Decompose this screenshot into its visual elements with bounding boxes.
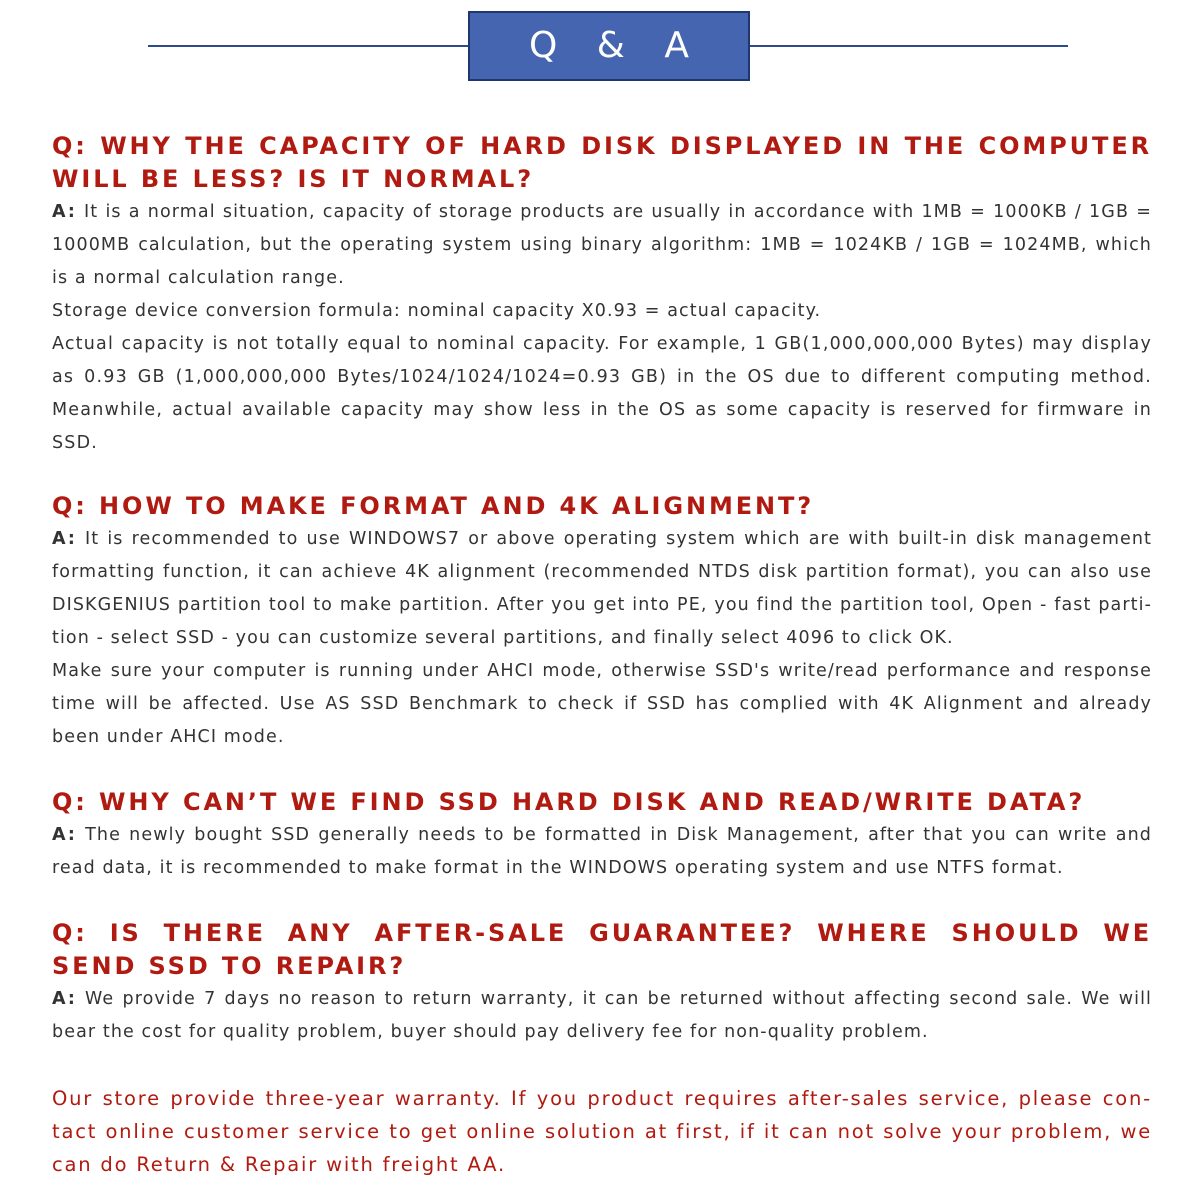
answer-prefix: A: — [52, 825, 77, 845]
answer-text: It is a normal situation, capacity of storage products are usually in accordance with 1MB = 1000KB / 1GB = 1000MB calculation, but the operating system using binary algorithm: 1MB = 1024KB / 1GB = 1024MB, which is a normal calculation range. — [52, 202, 1152, 288]
page-title: Q & A — [468, 11, 750, 81]
faq-item-format-alignment — [52, 490, 1152, 754]
faq-answer-paragraph: Make sure your computer is running under AHCI mode, otherwise SSD's write/read performance and response time will be affected. Use AS SSD Benchmark to check if SSD has complied with 4K Alignment and already been under AHCI mode. — [52, 661, 1152, 747]
answer-prefix: A: — [52, 202, 77, 222]
warranty-notice: Our store provide three-year warranty. If you product requires after-sales service, please con-tact online customer service to get online solution at first, if it can not solve your problem, we can do Return & Repair with freight AA. — [52, 1087, 1152, 1176]
answer-text: We provide 7 days no reason to return warranty, it can be returned without affecting second sale. We will bear the cost for quality problem, buyer should pay delivery fee for non-quality problem. — [52, 989, 1152, 1042]
header-divider-right — [750, 45, 1068, 47]
header-divider-left — [148, 45, 470, 47]
faq-question: Q: IS THERE ANY AFTER-SALE GUARANTEE? WHERE SHOULD WE SEND SSD TO REPAIR? — [52, 919, 1152, 980]
answer-prefix: A: — [52, 529, 77, 549]
faq-answer — [52, 819, 1152, 885]
faq-question: Q: HOW TO MAKE FORMAT AND 4K ALIGNMENT? — [52, 492, 815, 520]
header — [0, 0, 1200, 110]
faq-answer-paragraph: Actual capacity is not totally equal to nominal capacity. For example, 1 GB(1,000,000,000 Bytes) may display as 0.93 GB (1,000,000,000 Bytes/1024/1024/1024=0.93 GB) in the OS due to different computing method. Meanwhile, actual available capacity may show less in the OS as some capacity is reserved for firmware in SSD. — [52, 334, 1152, 453]
faq-content — [52, 130, 1152, 1181]
faq-answer-paragraph: Storage device conversion formula: nominal capacity X0.93 = actual capacity. — [52, 301, 822, 321]
faq-answer — [52, 523, 1152, 655]
answer-text: The newly bought SSD generally needs to be formatted in Disk Management, after that you can write and read data, it is recommended to make format in the WINDOWS operating system and use NTFS format. — [52, 825, 1152, 878]
answer-prefix: A: — [52, 989, 77, 1009]
faq-question: Q: WHY THE CAPACITY OF HARD DISK DISPLAYED IN THE COMPUTER WILL BE LESS? IS IT NORMAL? — [52, 132, 1152, 193]
answer-text: It is recommended to use WINDOWS7 or above operating system which are with built-in disk management formatting function, it can achieve 4K alignment (recommended NTDS disk partition format), you can also use DISKGENIUS partition tool to make partition. After you get into PE, you find the partition tool, Open - fast parti-tion - select SSD - you can customize several partitions, and finally select 4096 to click OK. — [52, 529, 1152, 648]
faq-answer — [52, 983, 1152, 1049]
faq-question: Q: WHY CAN’T WE FIND SSD HARD DISK AND READ/WRITE DATA? — [52, 788, 1086, 816]
faq-answer — [52, 196, 1152, 295]
faq-item-after-sale — [52, 917, 1152, 1049]
faq-item-capacity — [52, 130, 1152, 460]
faq-item-find-ssd — [52, 786, 1152, 885]
